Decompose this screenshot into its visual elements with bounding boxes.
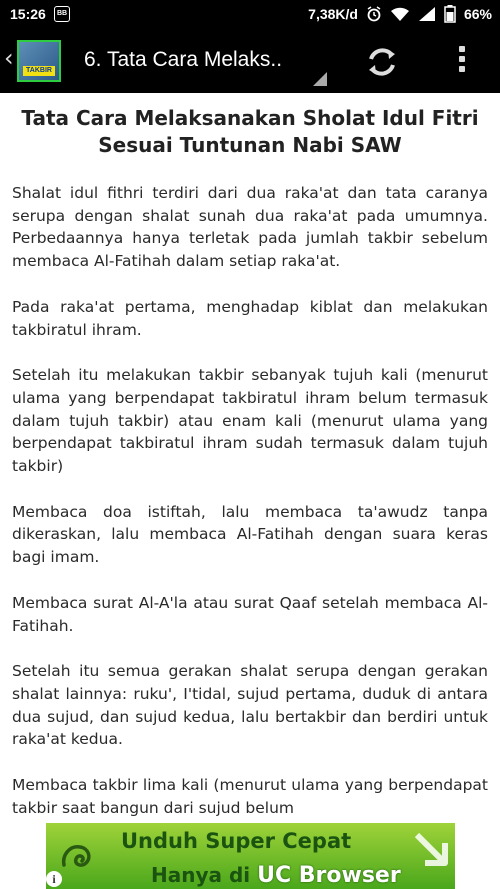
- ad-subline-prefix: Hanya di: [151, 863, 251, 887]
- status-icons: [308, 5, 492, 23]
- app-logo-label: TAKBIR: [23, 66, 55, 76]
- article-paragraph: Setelah itu semua gerakan shalat serupa dengan gerakan shalat lainnya: ruku', I'tidal, sujud pertama, duduk di antara dua sujud, dan sujud kedua, lalu bertakbir dan berdiri untuk raka'at kedua.: [12, 662, 488, 749]
- ad-headline: Unduh Super Cepat: [121, 829, 352, 853]
- ad-banner[interactable]: [46, 823, 455, 889]
- ad-info-icon[interactable]: i: [46, 871, 62, 887]
- alarm-icon: [366, 6, 382, 22]
- download-arrow-icon: [411, 829, 451, 869]
- article-paragraph: Membaca surat Al-A'la atau surat Qaaf setelah membaca Al-Fatihah.: [12, 593, 488, 635]
- status-time: 15:26: [10, 6, 46, 22]
- bbm-icon: BB: [54, 6, 70, 22]
- signal-icon: [418, 6, 436, 22]
- uc-browser-squirrel-icon: [58, 835, 98, 875]
- dropdown-indicator-icon: [313, 72, 327, 86]
- article-paragraph: Membaca doa istiftah, lalu membaca ta'awudz tanpa dikeraskan, lalu membaca Al-Fatihah dengan suara keras bagi imam.: [12, 502, 488, 567]
- article-paragraph: Pada raka'at pertama, menghadap kiblat dan melakukan takbiratul ihram.: [12, 297, 488, 339]
- article-title: Tata Cara Melaksanakan Sholat Idul Fitri Sesuai Tuntunan Nabi SAW: [21, 106, 479, 157]
- article-paragraph: Membaca takbir lima kali (menurut ulama yang berpendapat takbir saat bangun dari sujud belum: [12, 776, 488, 817]
- app-bar: [0, 28, 500, 93]
- wifi-icon: [390, 6, 410, 22]
- refresh-icon[interactable]: [362, 42, 402, 82]
- battery-icon: [444, 5, 456, 23]
- battery-percent: 66%: [463, 6, 492, 22]
- network-speed: 7,38K/d: [308, 6, 358, 22]
- back-chevron-icon[interactable]: ‹: [4, 44, 14, 72]
- more-vertical-icon[interactable]: [452, 42, 472, 82]
- status-bar: [0, 0, 500, 28]
- article-paragraph: Setelah itu melakukan takbir sebanyak tujuh kali (menurut ulama yang berpendapat takbiratul ihram belum termasuk dalam tujuh takbir) atau enam kali (menurut ulama yang berpendapat takbiratul ihram sudah termasuk dalam tujuh takbir): [12, 366, 488, 476]
- app-logo[interactable]: [17, 40, 61, 82]
- page-title[interactable]: 6. Tata Cara Melaks..: [84, 48, 283, 71]
- ad-brand: UC Browser: [257, 863, 401, 888]
- article-paragraph: Shalat idul fithri terdiri dari dua raka'at dan tata caranya serupa dengan shalat sunah dua raka'at pada umumnya. Perbedaannya hanya terletak pada jumlah takbir sebelum membaca Al-Fatihah dalam setiap raka'at.: [12, 184, 488, 271]
- article-content: [0, 93, 500, 823]
- ad-subline: [151, 863, 401, 888]
